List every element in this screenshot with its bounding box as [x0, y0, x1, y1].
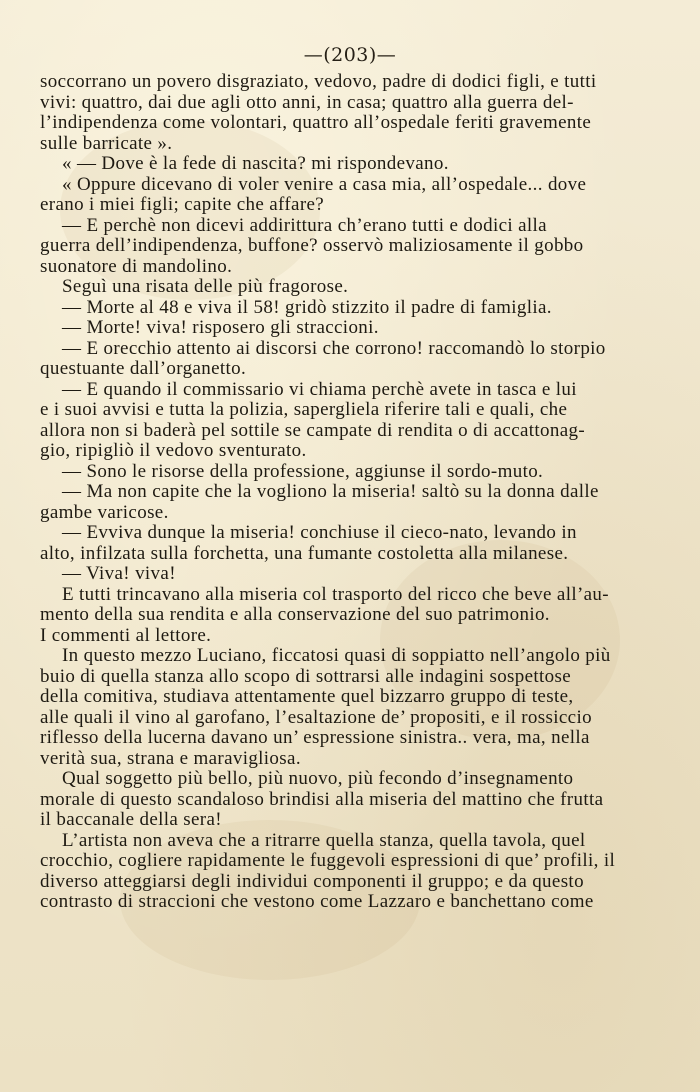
text-line: E tutti trincavano alla miseria col trasporto del ricco che beve all’au-	[62, 583, 609, 605]
page-number: —(203)—	[303, 44, 397, 66]
text-line: — E quando il commissario vi chiama perchè avete in tasca e lui	[62, 378, 577, 400]
text-line: della comitiva, studiava attentamente quel bizzarro gruppo di teste,	[40, 686, 574, 707]
text-line: — E perchè non dicevi addirittura ch’erano tutti e dodici alla	[62, 214, 547, 236]
text-line: soccorrano un povero disgraziato, vedovo, padre di dodici figli, e tutti	[40, 71, 597, 92]
text-line: « — Dove è la fede di nascita? mi rispondevano.	[62, 153, 449, 174]
text-line: — Sono le risorse della professione, aggiunse il sordo-muto.	[62, 460, 544, 482]
text-line: L’artista non aveva che a ritrarre quella stanza, quella tavola, quel	[62, 829, 586, 851]
text-line: e i suoi avvisi e tutta la polizia, sapergliela riferire tali e quali, che	[40, 399, 568, 420]
text-line: mento della sua rendita e alla conservazione del suo patrimonio.	[40, 604, 550, 625]
text-line: gio, ripigliò il vedovo sventurato.	[40, 440, 307, 461]
text-line: — E orecchio attento ai discorsi che corrono! raccomandò lo storpio	[62, 337, 606, 359]
text-line: In questo mezzo Luciano, ficcatosi quasi di soppiatto nell’angolo più	[62, 645, 611, 666]
text-line: sulle barricate ».	[40, 132, 173, 154]
text-line: — Viva! viva!	[62, 563, 176, 584]
text-line: crocchio, cogliere rapidamente le fuggevoli espressioni di que’ profili, il	[40, 850, 616, 871]
text-line: « Oppure dicevano di voler venire a casa mia, all’ospedale... dove	[62, 173, 587, 195]
text-line: contrasto di straccioni che vestono come Lazzaro e banchettano come	[40, 891, 594, 912]
text-line: buio di quella stanza allo scopo di sottrarsi alle indagini sospettose	[40, 665, 572, 687]
body-text	[40, 72, 642, 913]
text-line: l’indipendenza come volontari, quattro all’ospedale feriti gravemente	[40, 112, 592, 133]
text-line: — Ma non capite che la vogliono la miseria! saltò su la donna dalle	[62, 481, 599, 502]
text-line: erano i miei figli; capite che affare?	[40, 194, 325, 215]
text-line: — Evviva dunque la miseria! conchiuse il cieco-nato, levando in	[62, 522, 577, 543]
text-line: suonatore di mandolino.	[40, 255, 233, 277]
text-line: gambe varicose.	[40, 501, 169, 523]
text-line: I commenti al lettore.	[40, 624, 212, 646]
text-line: riflesso della lucerna davano un’ espressione sinistra.. vera, ma, nella	[40, 727, 590, 748]
text-line: verità sua, strana e maravigliosa.	[40, 747, 301, 769]
text-line: questuante dall’organetto.	[40, 358, 247, 379]
text-line: Seguì una risata delle più fragorose.	[62, 276, 349, 297]
text-line: — Morte! viva! risposero gli straccioni.	[62, 317, 379, 338]
text-line: alle quali il vino al garofano, l’esaltazione de’ propositi, e il rossiccio	[40, 706, 592, 728]
text-line: diverso atteggiarsi degli individui componenti il gruppo; e da questo	[40, 870, 584, 892]
text-line: — Morte al 48 e viva il 58! gridò stizzito il padre di famiglia.	[62, 296, 552, 318]
text-line: alto, infilzata sulla forchetta, una fumante costoletta alla milanese.	[40, 542, 569, 564]
text-line: Qual soggetto più bello, più nuovo, più fecondo d’insegnamento	[62, 768, 574, 789]
text-line: il baccanale della sera!	[40, 809, 222, 830]
text-line: vivi: quattro, dai due agli otto anni, in casa; quattro alla guerra del-	[40, 91, 574, 113]
text-line: allora non si baderà pel sottile se campate di rendita o di accattonag-	[40, 419, 586, 441]
text-line: morale di questo scandaloso brindisi alla miseria del mattino che frutta	[40, 788, 604, 810]
text-line: guerra dell’indipendenza, buffone? osservò maliziosamente il gobbo	[40, 235, 584, 256]
